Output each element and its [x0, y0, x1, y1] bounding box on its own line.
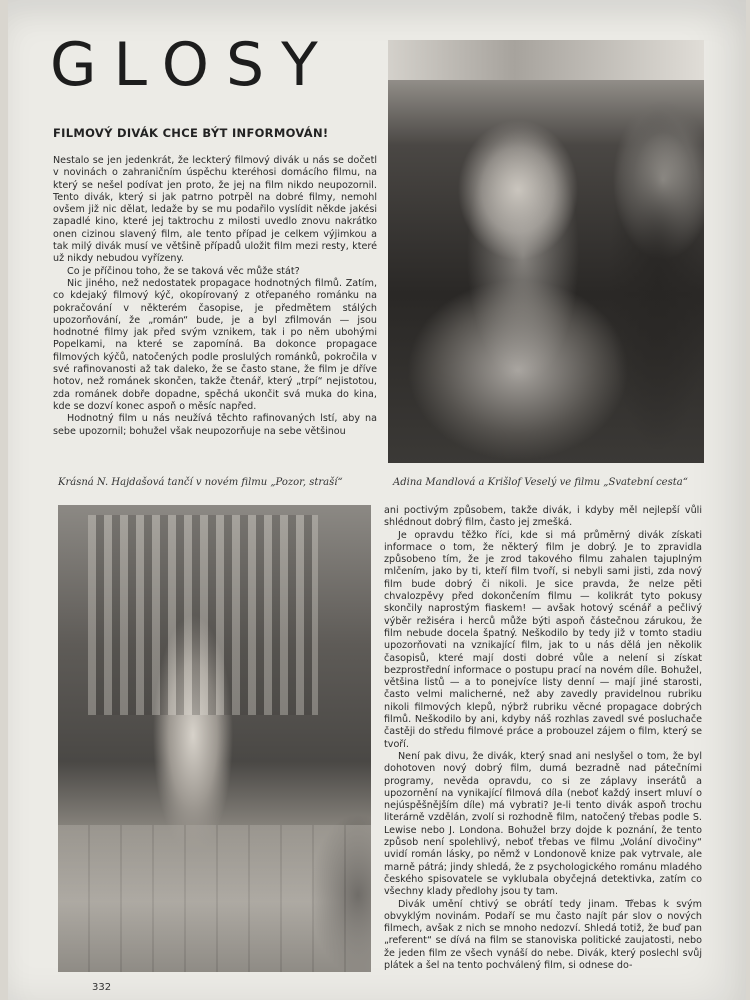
- photo-stage-curtain: [88, 515, 318, 715]
- paragraph: ani poctivým způsobem, takže divák, i kdyby měl nejlepší vůli shlédnout dobrý film, často jej zmešká.: [384, 505, 702, 529]
- masthead-title: GLOSY: [50, 30, 335, 100]
- paragraph: Nestalo se jen jedenkrát, že leckterý filmový divák u nás se dočetl v novinách o zahraničním úspěchu kteréhosi domácího filmu, na který se nešel podívat jen proto, že jej na film nikdo neupozornil. Tento divák, který si jak patrno potrpěl na dobré filmy, nemohl ovšem již nic dělat, ledaže by se mu podařilo vyslídit někde jakési zapadlé kino, které jej taktrochu z milosti uvedlo znovu nakrátko onen cizinou slavený film, ale tento případ je celkem výjimkou a tak milý divák musí ve většině případů uložit film mezi resty, které už nikdy nebudou vyřízeny.: [53, 155, 377, 265]
- left-column-text: [53, 155, 377, 438]
- photo-stage-floor: [58, 825, 371, 972]
- article-headline: FILMOVÝ DIVÁK CHCE BÝT INFORMOVÁN!: [53, 126, 329, 140]
- photo-caption-left: Krásná N. Hajdašová tančí v novém filmu „Pozor, straší“: [58, 477, 343, 488]
- page-number: 332: [92, 982, 112, 993]
- photo-figure-man: [598, 80, 704, 463]
- film-still-photo-pozor-strasi: [58, 505, 371, 972]
- photo-background-window: [388, 40, 704, 80]
- film-still-photo-svatebni-cesta: [388, 40, 704, 463]
- paragraph: Je opravdu těžko říci, kde si má průměrný divák získati informace o tom, že některý film je dobrý. Je to zpravidla způsobeno tím, že je zrod takového filmu zahalen tajuplným mlčením, jako by ti, kteří film tvoří, si nebyli sami jisti, zda nový film bude dobrý či nikoli. Je sice pravda, že nelze pěti chvalozpěvy před dokončením filmu — kolikrát tyto pokusy skončily naprostým fiaskem! — avšak hotový scénář a pečlivý výběr režiséra i herců může býti aspoň částečnou zárukou, že film nebude docela špatný. Neškodilo by tedy již v tomto stadiu upozorňovati na vznikající film, jak to u nás dělá jen několik časopisů, které mají dosti dobré vůle a nelení si získat bezprostřední informace o postupu prací na novém díle. Bohužel, většina listů — a to ponejvíce listy denní — mají jiné starosti, často velmi malicherné, než aby zavedly pravidelnou rubriku nikoli filmových klepů, nýbrž rubriku věcné propagace dobrých filmů. Neškodilo by ani, kdyby náš rozhlas zavedl své posluchače častěji do středu filmové práce a probouzel zájem o film, který se tvoří.: [384, 529, 702, 750]
- photo-figure-woman: [448, 90, 598, 420]
- magazine-page: [8, 0, 746, 1000]
- paragraph: Není pak divu, že divák, který snad ani neslyšel o tom, že byl dohotoven nový dobrý film, dumá bezradně nad pátečními programy, nevěda opravdu, co si ze záplavy inserátů a upozornění na vynikající filmová díla (neboť každý insert mluví o nejúspěšnějším díle) má vybrati? Je-li tento divák aspoň trochu literárně vzdělán, zvolí si rozhodně film, natočený třebas podle S. Lewise nebo J. Londona. Bohužel brzy dojde k poznání, že tento způsob není spolehlivý, neboť třebas ve filmu „Volání divočiny“ uvidí román lásky, po němž v Londonově knize pak vytrvale, ale marně pátrá; jindy shledá, že z psychologického románu mladého českého spisovatele se vyklubala obyčejná detektivka, zatím co všechny klady předlohy jsou ty tam.: [384, 750, 702, 898]
- paragraph: Nic jiného, než nedostatek propagace hodnotných filmů. Zatím, co kdejaký filmový kýč, okopírovaný z otřepaného románku na pokračování v některém časopise, je předmětem stálých upozorňování, že „román“ bude, je a byl zfilmován — jsou hodnotné filmy jak před svým vznikem, tak i po něm ubohými Popelkami, na které se zapomíná. Ba dokonce propagace filmových kýčů, natočených podle proslulých románků, pokročila v své rafinovanosti až tak daleko, že se často stane, že film je dříve hotov, než románek skončen, takže čtenář, který „trpí“ nejistotou, zda románek dobře dopadne, spěchá ukončit svá muka do kina, kde se dozví konec aspoň o měsíc napřed.: [53, 277, 377, 412]
- photo-caption-right: Adina Mandlová a Krišlof Veselý ve filmu „Svatební cesta“: [393, 477, 688, 488]
- right-column-text: [384, 505, 702, 972]
- paragraph: Divák umění chtivý se obrátí tedy jinam. Třebas k svým obvyklým novinám. Podaří se mu často najít pár slov o nových filmech, avšak z nich se mnoho nedozví. Shledá totiž, že buď pan „referent“ se dívá na film se stanoviska politické zaujatosti, nebo že jeden film ze všech vynáší do nebe. Divák, který poslechl svůj plátek a šel na tento pochválený film, si odnese do-: [384, 898, 702, 971]
- paragraph: Hodnotný film u nás neužívá těchto rafinovaných lstí, aby na sebe upozornil; bohužel však neupozorňuje na sebe většinou: [53, 413, 377, 437]
- paragraph: Co je příčinou toho, že se taková věc může stát?: [67, 265, 300, 277]
